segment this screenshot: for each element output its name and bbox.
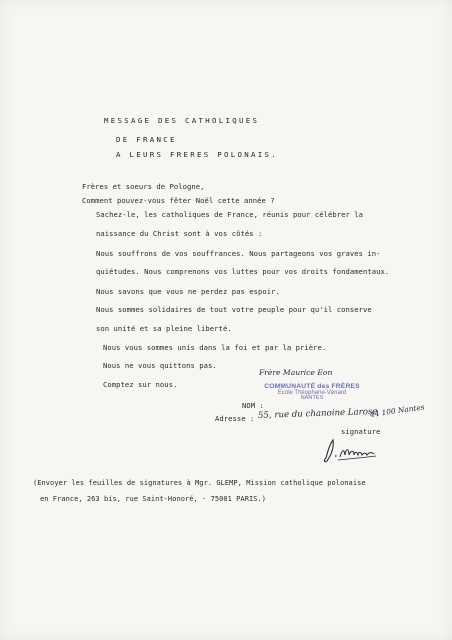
body-line: Nous vous sommes unis dans la foi et par la prière. [103,343,327,352]
body-line: Comptez sur nous. [103,380,178,389]
community-stamp [248,383,376,402]
adresse-label: Adresse : [215,414,255,423]
title-line-2: DE FRANCE [116,135,177,144]
stamp-line-1: COMMUNAUTÉ des FRÈRES [264,383,360,390]
body-line: Nous souffrons de vos souffrances. Nous partageons vos graves in- [96,249,381,258]
handwritten-address: 55, rue du chanoine Larose [257,406,378,421]
body-line: Nous savons que vous ne perdez pas espoir. [96,287,280,296]
handwritten-name: Frère Maurice Eon [259,368,333,377]
salutation: Frères et soeurs de Pologne, [82,182,205,191]
signature-label: signature [341,427,381,436]
body-line: Comment pouvez-vous fêter Noël cette année ? [82,196,275,205]
footer-line-1: (Envoyer les feuilles de signatures à Mgr. GLEMP, Mission catholique polonaise [33,479,366,487]
body-line: Sachez-le, les catholiques de France, réunis pour célébrer la [96,210,364,219]
body-line: Nous ne vous quittons pas. [103,361,217,370]
nom-label: NOM : [242,401,264,410]
body-line: Nous sommes solidaires de tout votre peuple pour qu'il conserve [96,305,372,314]
handwritten-postal-code: 44 100 Nantes [369,402,426,419]
stamp-line-2: Ecole Théophane-Vénard [277,390,347,397]
title-line-3: A LEURS FRERES POLONAIS. [116,150,278,159]
stamp-line-3: NANTES [300,395,324,402]
title-line-1: MESSAGE DES CATHOLIQUES [104,116,260,125]
handwritten-signature [318,436,380,464]
footer-line-2: en France, 263 bis, rue Saint-Honoré, - 75001 PARIS.) [40,495,267,503]
body-line: naissance du Christ sont à vos côtés : [96,229,263,238]
body-line: quiétudes. Nous comprenons vos luttes pour vos droits fondamentaux. [96,267,390,276]
body-line: son unité et sa pleine liberté. [96,324,232,333]
